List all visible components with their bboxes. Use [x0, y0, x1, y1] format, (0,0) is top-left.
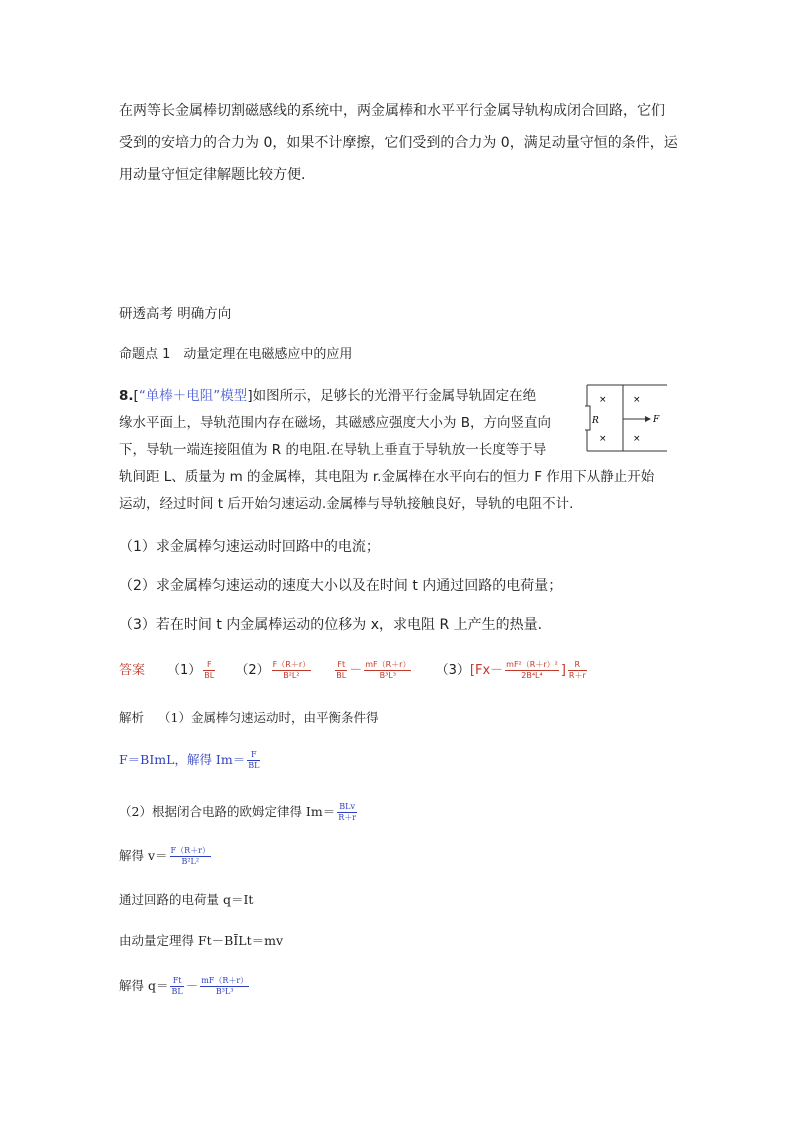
intro-paragraph [119, 95, 678, 191]
answer-part-2: （2） [235, 663, 270, 678]
answer-3-fraction [505, 660, 559, 681]
frac-den: B²L² [181, 857, 200, 866]
frac-num: R [568, 660, 587, 671]
field-mark-2: × [633, 395, 641, 405]
minus-sign: － [349, 663, 363, 678]
problem-line-4: 轨间距 L、质量为 m 的金属棒，其电阻为 r.金属棒在水平向右的恒力 F 作用下从静止开始 [119, 469, 655, 485]
solution-line-7 [119, 976, 251, 997]
solution-text-7: 解得 q＝ [119, 978, 169, 993]
frac-num: F（R＋r） [272, 660, 311, 669]
frac-num: BLv [337, 802, 357, 813]
solution-text-1: （1）金属棒匀速运动时，由平衡条件得 [158, 710, 379, 725]
solution-text-3: （2）根据闭合电路的欧姆定律得 Im＝ [119, 804, 336, 819]
circuit-svg [585, 384, 667, 452]
question-2: （2）求金属棒匀速运动的速度大小以及在时间 t 内通过回路的电荷量； [119, 578, 563, 594]
solution-line-1 [119, 708, 378, 728]
topic-heading: 命题点 1 动量定理在电磁感应中的应用 [119, 347, 353, 362]
problem-tag: “单棒＋电阻”模型 [138, 388, 248, 404]
problem-line-5: 运动，经过时间 t 后开始匀速运动.金属棒与导轨接触良好，导轨的电阻不计. [119, 496, 574, 512]
force-arrowhead [645, 416, 651, 422]
force-label: F [653, 415, 660, 425]
resistor-label: R [592, 416, 599, 426]
intro-line-2: 受到的安培力的合力为 0，如果不计摩擦，它们受到的合力为 0，满足动量守恒的条件，运 [119, 135, 678, 151]
intro-line-1: 在两等长金属棒切割磁感线的系统中，两金属棒和水平平行金属导轨构成闭合回路，它们 [119, 103, 665, 119]
answer-3r-fraction [568, 660, 587, 681]
frac-den: R＋r [338, 813, 357, 822]
answer-label: 答案 [119, 663, 146, 678]
solution-2-fraction [247, 750, 260, 771]
field-mark-3: × [599, 434, 607, 444]
problem-text-1: 如图所示，足够长的光滑平行金属导轨固定在绝 [252, 388, 537, 404]
circuit-diagram [585, 384, 667, 452]
solution-7b-fraction [200, 976, 249, 997]
frac-den: BL [248, 761, 260, 770]
solution-label: 解析 [119, 710, 145, 725]
resistor-symbol [585, 406, 590, 430]
answer-part-3: （3） [435, 663, 470, 678]
answer-1-fraction [203, 660, 215, 681]
solution-4-fraction [170, 846, 211, 867]
intro-line-3: 用动量守恒定律解题比较方便. [119, 167, 306, 183]
frac-num: Ft [170, 976, 183, 987]
frac-num: F（R＋r） [170, 846, 210, 855]
answer-2b-fraction [335, 660, 347, 681]
solution-line-6: 由动量定理得 Ft－BĪLt＝mv [119, 933, 284, 948]
solution-text-2: F＝BImL，解得 Im＝ [119, 752, 246, 767]
answer-2-fraction [272, 660, 311, 681]
field-mark-1: × [599, 395, 607, 405]
answer-2c-fraction [364, 660, 411, 681]
solution-7a-fraction [170, 976, 183, 997]
answer-3-open: [Fx－ [469, 663, 504, 678]
frac-num: Ft [335, 660, 347, 671]
answer-block [119, 660, 589, 681]
answer-part-1: （1） [167, 663, 202, 678]
minus-sign: － [185, 978, 199, 993]
field-mark-4: × [633, 434, 641, 444]
section-title: 研透高考 明确方向 [119, 306, 232, 322]
frac-num: mF（R＋r） [201, 976, 249, 985]
problem-number: 8. [119, 388, 134, 404]
frac-den: R＋r [568, 671, 586, 680]
solution-text-4: 解得 v＝ [119, 848, 168, 863]
frac-den: BL [336, 671, 347, 680]
problem-line-1 [119, 383, 654, 410]
frac-num: mF²（R＋r）² [506, 660, 558, 669]
problem-line-3: 下，导轨一端连接阻值为 R 的电阻.在导轨上垂直于导轨放一长度等于导 [119, 442, 547, 458]
frac-den: B³L³ [215, 987, 234, 996]
frac-num: F [203, 660, 215, 671]
frac-den: 2B⁴L⁴ [521, 671, 543, 680]
frac-den: BL [204, 671, 215, 680]
frac-num: mF（R＋r） [365, 660, 411, 669]
solution-3-fraction [337, 802, 357, 823]
frac-num: F [247, 750, 260, 761]
solution-line-2 [119, 750, 262, 771]
frac-den: B³L³ [379, 671, 397, 680]
problem-line-2: 缘水平面上，导轨范围内存在磁场，其磁感应强度大小为 B，方向竖直向 [119, 415, 552, 431]
question-1: （1）求金属棒匀速运动时回路中的电流； [119, 539, 380, 555]
solution-line-3 [119, 802, 359, 823]
question-3: （3）若在时间 t 内金属棒运动的位移为 x，求电阻 R 上产生的热量. [119, 617, 543, 633]
frac-den: B²L² [283, 671, 300, 680]
bracket-close: ] [247, 388, 253, 404]
solution-line-4 [119, 846, 213, 867]
bracket-open: [ [133, 388, 139, 404]
solution-line-5: 通过回路的电荷量 q＝It [119, 892, 254, 907]
problem-8 [119, 383, 654, 518]
frac-den: BL [171, 987, 183, 996]
answer-3-close: ] [560, 663, 566, 678]
